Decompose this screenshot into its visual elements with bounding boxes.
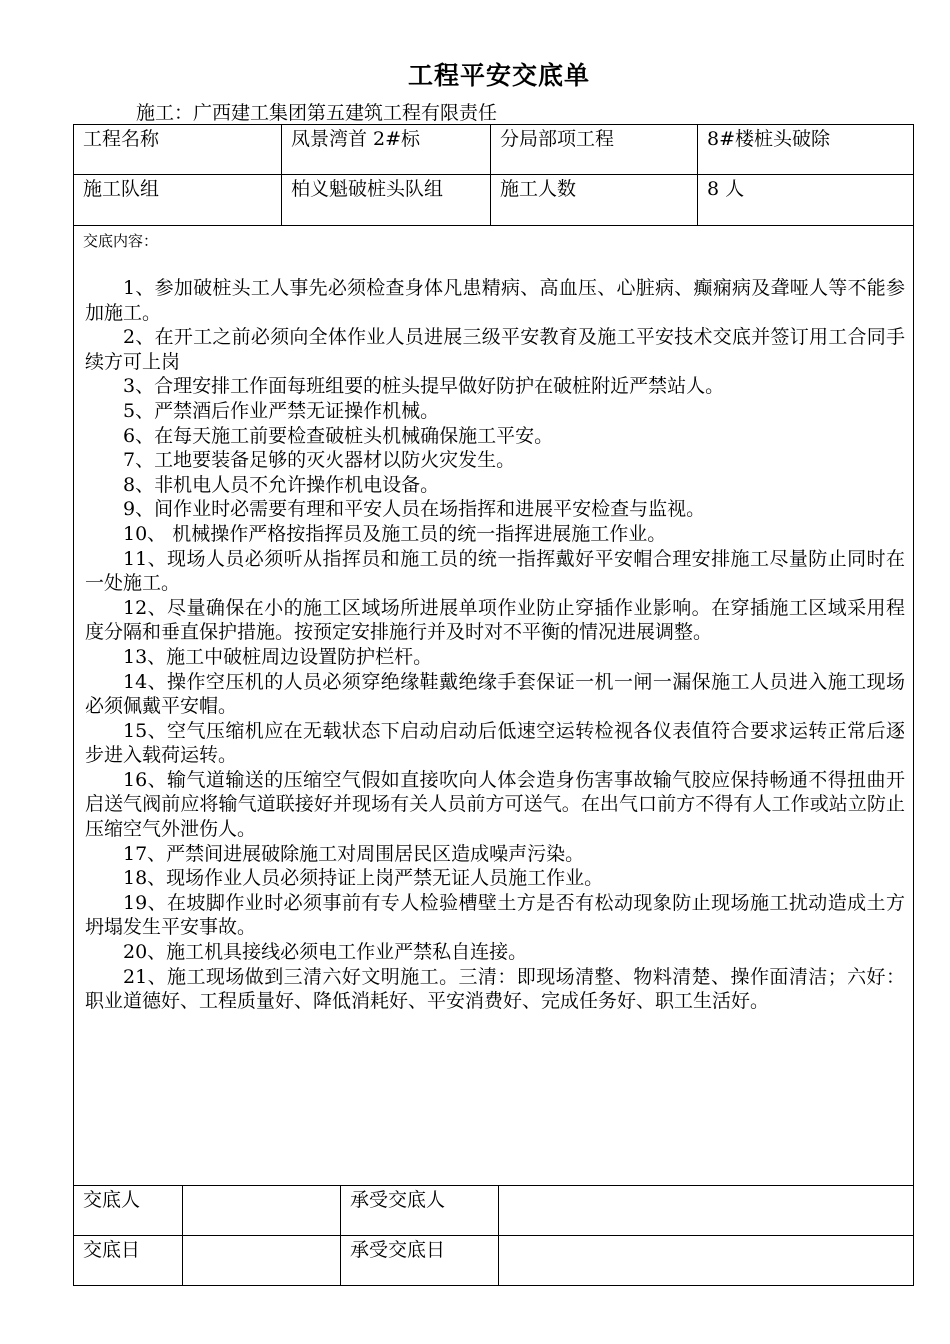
column-divider: [498, 1185, 499, 1286]
giver-label: 交底人: [83, 1189, 141, 1211]
content-item: 9、间作业时必需要有理和平安人员在场指挥和进展平安检查与监视。: [123, 498, 706, 521]
content-item: 17、严禁间进展破除施工对周围居民区造成噪声污染。: [123, 842, 585, 865]
content-body: [85, 276, 905, 1014]
content-item: 19、在坡脚作业时必须事前有专人检验槽壁土方是否有松动现象防止现场施工扰动造成土方坍塌发生平安事故。: [85, 891, 905, 939]
content-item: 20、施工机具接线必须电工作业严禁私自连接。: [123, 941, 528, 964]
workers-label: 施工人数: [500, 178, 577, 200]
company-line: 施工：广西建工集团第五建筑工程有限责任: [136, 102, 498, 124]
project-name-label: 工程名称: [83, 128, 160, 150]
content-item: 21、施工现场做到三清六好文明施工。三清：即现场清整、物料清楚、操作面清洁；六好：职业道德好、工程质量好、降低消耗好、平安消费好、完成任务好、职工生活好。: [85, 965, 905, 1013]
column-divider: [490, 124, 491, 225]
content-item: 3、合理安排工作面每班组要的桩头提早做好防护在破桩附近严禁站人。: [123, 375, 725, 398]
row-divider: [73, 225, 914, 226]
content-item: 13、施工中破桩周边设置防护栏杆。: [123, 645, 433, 668]
content-item: 2、在开工之前必须向全体作业人员进展三级平安教育及施工平安技术交底并签订用工合同手续方可上岗: [85, 326, 905, 373]
content-item: 11、现场人员必须听从指挥员和施工员的统一指挥戴好平安帽合理安排施工尽量防止同时在一处施工。: [85, 547, 905, 595]
content-item: 5、严禁酒后作业严禁无证操作机械。: [123, 399, 440, 422]
content-item: 8、非机电人员不允许操作机电设备。: [123, 473, 440, 496]
content-item: 6、在每天施工前要检查破桩头机械确保施工平安。: [123, 424, 554, 447]
page-title: 工程平安交底单: [407, 61, 590, 90]
give-date-label: 交底日: [83, 1239, 141, 1261]
content-item: 14、操作空压机的人员必须穿绝缘鞋戴绝缘手套保证一机一闸一漏保施工人员进入施工现场必须佩戴平安帽。: [85, 670, 905, 718]
column-divider: [697, 124, 698, 225]
row-divider: [73, 1235, 914, 1236]
column-divider: [281, 124, 282, 225]
sub-project-label: 分局部项工程: [500, 128, 615, 150]
row-divider: [73, 1185, 914, 1186]
content-item: 12、尽量确保在小的施工区域场所进展单项作业防止穿插作业影响。在穿插施工区域采用程度分隔和垂直保护措施。按预定安排施行并及时对不平衡的情况进展调整。: [85, 596, 905, 644]
content-item: 15、空气压缩机应在无载状态下启动启动后低速空运转检视各仪表值符合要求运转正常后逐步进入载荷运转。: [85, 719, 905, 767]
content-item: 7、工地要装备足够的灭火器材以防火灾发生。: [123, 449, 516, 472]
content-item: 10、 机械操作严格按指挥员及施工员的统一指挥进展施工作业。: [123, 522, 667, 545]
workers-value: 8 人: [707, 178, 745, 200]
content-item: 18、现场作业人员必须持证上岗严禁无证人员施工作业。: [123, 867, 604, 890]
team-value: 柏义魁破桩头队组: [291, 178, 444, 200]
content-item: 1、参加破桩头工人事先必须检查身体凡患精病、高血压、心脏病、癫痫病及聋哑人等不能参加施工。: [85, 277, 905, 324]
content-item: 16、输气道输送的压缩空气假如直接吹向人体会造身伤害事故输气胶应保持畅通不得扭曲开启送气阀前应将输气道联接好并现场有关人员前方可送气。在出气口前方不得有人工作或站立防止压缩空气外泄伤人。: [85, 768, 905, 841]
team-label: 施工队组: [83, 178, 160, 200]
sub-project-value: 8#楼桩头破除: [707, 128, 831, 150]
project-name-value: 凤景湾首 2#标: [291, 128, 421, 150]
column-divider: [340, 1185, 341, 1286]
receive-date-label: 承受交底日: [350, 1239, 446, 1261]
row-divider: [73, 174, 914, 175]
receiver-label: 承受交底人: [350, 1189, 446, 1211]
content-label: 交底内容：: [83, 232, 159, 250]
column-divider: [182, 1185, 183, 1286]
